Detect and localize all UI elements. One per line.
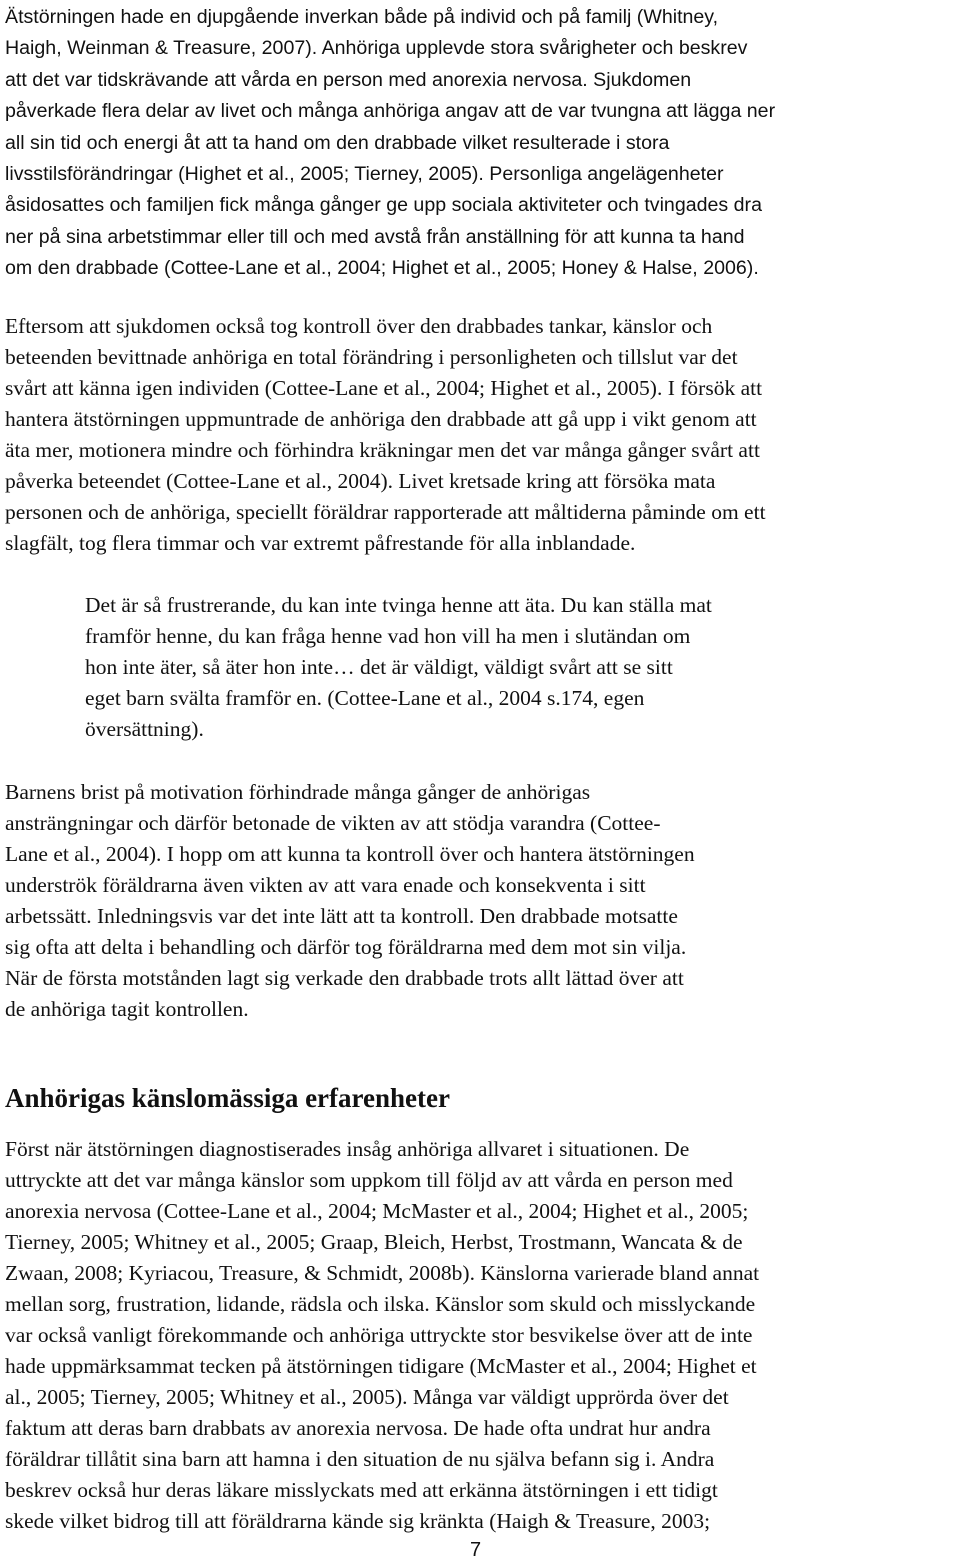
paragraph-motivation	[5, 777, 695, 1025]
paragraph-family-impact	[5, 2, 775, 285]
text-line: all sin tid och energi åt att ta hand om den drabbade vilket resulterade i stora	[5, 131, 670, 154]
text-line: eget barn svälta framför en. (Cottee-Lane et al., 2004 s.174, egen	[85, 686, 645, 710]
paragraph-personality-change	[5, 311, 766, 559]
text-line: Eftersom att sjukdomen också tog kontroll över den drabbades tankar, känslor och	[5, 314, 713, 338]
text-line: ansträngningar och därför betonade de vikten av att stödja varandra (Cottee-	[5, 811, 661, 835]
text-line: hantera ätstörningen uppmuntrade de anhöriga den drabbade att gå upp i vikt genom att	[5, 407, 757, 431]
text-line: anorexia nervosa (Cottee-Lane et al., 2004; McMaster et al., 2004; Highet et al., 2005;	[5, 1199, 749, 1223]
text-line: sig ofta att delta i behandling och därför tog föräldrarna med dem mot sin vilja.	[5, 935, 687, 959]
text-line: framför henne, du kan fråga henne vad hon vill ha men i slutändan om	[85, 624, 691, 648]
text-line: arbetssätt. Inledningsvis var det inte lätt att ta kontroll. Den drabbade motsatte	[5, 904, 678, 928]
text-line: livsstilsförändringar (Highet et al., 2005; Tierney, 2005). Personliga angelägenheter	[5, 162, 724, 185]
text-line: beteenden bevittnade anhöriga en total förändring i personligheten och tillslut var det	[5, 345, 738, 369]
text-line: personen och de anhöriga, speciellt föräldrar rapporterade att måltiderna påminde om ett	[5, 500, 766, 524]
text-line: slagfält, tog flera timmar och var extremt påfrestande för alla inblandade.	[5, 531, 636, 555]
text-line: var också vanligt förekommande och anhöriga uttryckte stor besvikelse över att de inte	[5, 1323, 753, 1347]
text-line: Lane et al., 2004). I hopp om att kunna ta kontroll över och hantera ätstörningen	[5, 842, 695, 866]
block-quote	[85, 590, 712, 745]
text-line: När de första motstånden lagt sig verkade den drabbade trots allt lättad över att	[5, 966, 684, 990]
text-line: Barnens brist på motivation förhindrade många gånger de anhörigas	[5, 780, 591, 804]
text-line: Zwaan, 2008; Kyriacou, Treasure, & Schmidt, 2008b). Känslorna varierade bland annat	[5, 1261, 760, 1285]
text-line: beskrev också hur deras läkare misslyckats med att erkänna ätstörningen i ett tidigt	[5, 1478, 718, 1502]
section-heading: Anhörigas känslomässiga erfarenheter	[5, 1083, 450, 1113]
text-line: att det var tidskrävande att vårda en person med anorexia nervosa. Sjukdomen	[5, 68, 692, 91]
text-line: Tierney, 2005; Whitney et al., 2005; Graap, Bleich, Herbst, Trostmann, Wancata & de	[5, 1230, 743, 1254]
text-line: uttryckte att det var många känslor som uppkom till följd av att vårda en person med	[5, 1168, 733, 1192]
text-line: påverka beteendet (Cottee-Lane et al., 2004). Livet kretsade kring att försöka mata	[5, 469, 716, 493]
page-number: 7	[470, 1539, 482, 1561]
text-line: om den drabbade (Cottee-Lane et al., 2004; Highet et al., 2005; Honey & Halse, 2006).	[5, 257, 759, 280]
text-line: ner på sina arbetstimmar eller till och med avstå från anställning för att kunna ta hand	[5, 225, 745, 248]
text-line: faktum att deras barn drabbats av anorexia nervosa. De hade ofta undrat hur andra	[5, 1416, 711, 1440]
text-line: Det är så frustrerande, du kan inte tvinga henne att äta. Du kan ställa mat	[85, 593, 712, 617]
text-line: de anhöriga tagit kontrollen.	[5, 997, 249, 1021]
text-line: mellan sorg, frustration, lidande, rädsla och ilska. Känslor som skuld och misslyckande	[5, 1292, 756, 1316]
text-line: svårt att känna igen individen (Cottee-Lane et al., 2004; Highet et al., 2005). I försök att	[5, 376, 763, 400]
text-line: åsidosattes och familjen fick många gånger ge upp sociala aktiviteter och tvingades dra	[5, 194, 762, 217]
text-line: hade uppmärksammat tecken på ätstörningen tidigare (McMaster et al., 2004; Highet et	[5, 1354, 757, 1378]
text-line: påverkade flera delar av livet och många anhöriga angav att de var tvungna att lägga ner	[5, 100, 776, 123]
text-line: föräldrar tillåtit sina barn att hamna i den situation de nu själva befann sig i. Andra	[5, 1447, 715, 1471]
text-line: al., 2005; Tierney, 2005; Whitney et al., 2005). Många var väldigt upprörda över det	[5, 1385, 729, 1409]
text-line: hon inte äter, så äter hon inte… det är väldigt, väldigt svårt att se sitt	[85, 655, 673, 679]
text-line: skede vilket bidrog till att föräldrarna kände sig kränkta (Haigh & Treasure, 2003;	[5, 1509, 711, 1533]
text-line: underströk föräldrarna även vikten av att vara enade och konsekventa i sitt	[5, 873, 646, 897]
text-line: Haigh, Weinman & Treasure, 2007). Anhöriga upplevde stora svårigheter och beskrev	[5, 37, 748, 60]
text-line: översättning).	[85, 717, 204, 741]
text-line: äta mer, motionera mindre och förhindra kräkningar men det var många gånger svårt att	[5, 438, 760, 462]
text-line: Ätstörningen hade en djupgående inverkan både på individ och på familj (Whitney,	[5, 6, 719, 28]
paragraph-emotional-experiences	[5, 1134, 759, 1537]
text-line: Först när ätstörningen diagnostiserades insåg anhöriga allvaret i situationen. De	[5, 1137, 690, 1161]
